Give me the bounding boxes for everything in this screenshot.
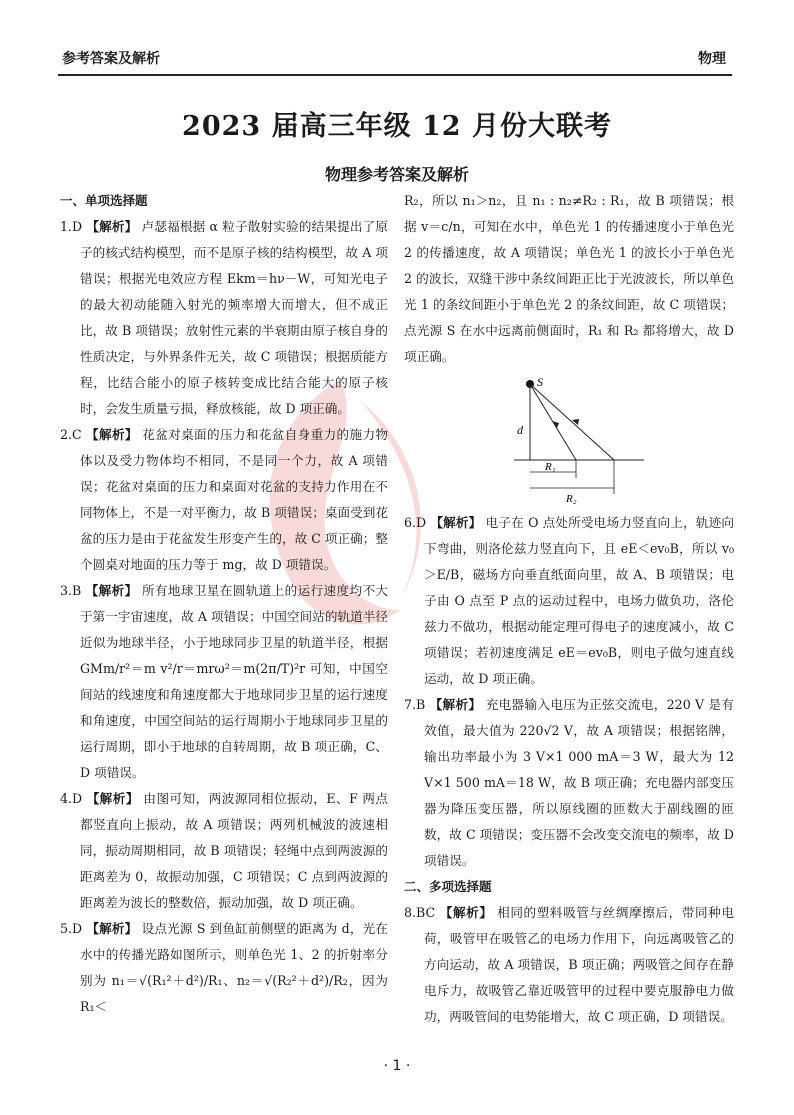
- page-subtitle: 物理参考答案及解析: [324, 165, 469, 184]
- answer-text: 充电器输入电压为正弦交流电，220 V 是有效值，最大值为 220√2 V，故 A 项错误；根据铭牌，输出功率最小为 3 V×1 000 mA＝3 W，最大为 12 V×1 500 mA＝18 W，故 B 项正确；充电器内部变压器为降压变压器，所以原线圈的匝数大于副线圈的匝数，故 C 项错误；变压器不会改变交流电的频率，故 D 项错误。: [424, 697, 734, 868]
- answer-item-2: [60, 422, 388, 578]
- answer-text: 设点光源 S 到鱼缸前侧壁的距离为 d，光在水中的传播光路如图所示，则单色光 1、2 的折射率分别为 n₁＝√(R₁²＋d²)/R₁、n₂＝√(R₂²＋d²)/R₂，因为 R₁＜: [80, 921, 388, 1014]
- section-heading-multiple-choice: 二、多项选择题: [404, 879, 492, 894]
- right-column: [404, 188, 734, 1030]
- left-column: [60, 188, 388, 1020]
- answer-text: 花盆对桌面的压力和花盆自身重力的施力物体以及受力物体均不相同，不是同一个力，故 A 项错误；花盆对桌面的压力和桌面对花盆的支持力作用在不同物体上，不是一对平衡力，故 B 项错误；桌面受到花盆的压力是由于花盆发生形变产生的，故 C 项正确；整个圆桌对地面的压力等于 mg，故 D 项错误。: [80, 427, 389, 572]
- analysis-tag: 【解析】: [86, 791, 139, 806]
- answer-number: 4.D: [60, 791, 83, 806]
- answer-item-5-continued: R₂，所以 n₁＞n₂，且 n₁ : n₂≠R₂ : R₁，故 B 项错误；根据 v＝c/n，可知在水中，单色光 1 的传播速度小于单色光 2 的传播速度，故 A 项错误；单色光 1 的波长小于单色光 2 的波长，双缝干涉中条纹间距正比于光波波长，所以单色光 1 的条纹间距小于单色光 2 的条纹间距，故 C 项错误；点光源 S 在水中远离前侧面时，R₁ 和 R₂ 都将增大，故 D 项正确。: [404, 193, 734, 364]
- header-left: 参考答案及解析: [62, 51, 160, 67]
- answer-text: 电子在 O 点处所受电场力竖直向上，轨迹向下弯曲，则洛伦兹力竖直向下，且 eE＜ev₀B，所以 v₀＞E/B，磁场方向垂直纸面向里，故 A、B 项错误；电子由 O 点至 P 点的运动过程中，电场力做负功，洛伦兹力不做功，根据动能定理可得电子的速度减小，故 C 项错误；若初速度满足 eE＝ev₀B，则电子做匀速直线运动，故 D 项正确。: [424, 515, 734, 686]
- refraction-figure: [514, 376, 644, 504]
- answer-number: 8.BC: [404, 905, 436, 920]
- answer-number: 5.D: [60, 921, 83, 936]
- analysis-tag: 【解析】: [429, 697, 482, 712]
- answer-text: 由图可知，两波源同相位振动，E、F 两点都竖直向上振动，故 A 项错误；两列机械波的波速相同，振动周期相同，故 B 项错误；轻绳中点到两波源的距离差为 0，故振动加强，C 项错误；C 点到两波源的距离差为波长的整数倍，振动加强，故 D 项正确。: [80, 791, 388, 910]
- answer-text: 所有地球卫星在圆轨道上的运行速度均不大于第一宇宙速度，故 A 项错误；中国空间站的轨道半径近似为地球半径，小于地球同步卫星的轨道半径，根据 GMm/r²＝m v²/r＝mrω²＝m(2π/T)²r 可知，中国空间站的线速度和角速度都大于地球同步卫星的运行速度和角速度，中国空间站的运行周期小于地球同步卫星的运行周期，即小于地球的自转周期，故 B 项正确，C、D 项错误。: [80, 583, 389, 780]
- answer-number: 1.D: [60, 219, 83, 234]
- answer-item-6: [404, 510, 734, 692]
- answer-text: 相同的塑料吸管与丝绸摩擦后，带同种电荷，吸管甲在吸管乙的电场力作用下，向远离吸管乙的方向运动，故 A 项错误，B 项正确；两吸管之间存在静电斥力，故吸管乙靠近吸管甲的过程中要克服静电力做功，两吸管间的电势能增大，故 C 项正确，D 项错误。: [424, 905, 735, 1024]
- answer-number: 2.C: [60, 427, 82, 442]
- header-divider: [58, 74, 732, 76]
- answer-item-1: [60, 214, 388, 422]
- answer-text: 卢瑟福根据 α 粒子散射实验的结果提出了原子的核式结构模型，而不是原子核的结构模型，故 A 项错误；根据光电效应方程 Ekm＝hν－W，可知光电子的最大初动能随入射光的频率增大而增大，但不成正比，故 B 项错误；放射性元素的半衰期由原子核自身的性质决定，与外界条件无关，故 C 项错误；根据质能方程，比结合能小的原子核转变成比结合能大的原子核时，会发生质量亏损，释放核能，故 D 项正确。: [80, 219, 389, 416]
- analysis-tag: 【解析】: [86, 219, 138, 234]
- analysis-tag: 【解析】: [439, 905, 493, 920]
- analysis-tag: 【解析】: [86, 921, 138, 936]
- answer-number: 7.B: [404, 697, 426, 712]
- analysis-tag: 【解析】: [85, 583, 138, 598]
- header-right: 物理: [698, 51, 726, 67]
- answer-number: 3.B: [60, 583, 82, 598]
- answer-number: 6.D: [404, 515, 427, 530]
- page-title: 2023 届高三年级 12 月份大联考: [182, 111, 612, 142]
- answer-item-3: [60, 578, 388, 786]
- label-r2: R₂: [566, 493, 577, 504]
- answer-item-7: [404, 692, 734, 874]
- section-heading-single-choice: 一、单项选择题: [60, 193, 148, 208]
- page-number: · 1 ·: [383, 1058, 411, 1074]
- answer-item-8: [404, 900, 734, 1030]
- label-r1: R₁: [545, 461, 556, 473]
- answer-item-5: [60, 916, 388, 1020]
- light-path-diagram: [404, 376, 734, 506]
- answer-item-4: [60, 786, 388, 916]
- label-d: d: [517, 423, 523, 437]
- analysis-tag: 【解析】: [430, 515, 482, 530]
- analysis-tag: 【解析】: [86, 427, 138, 442]
- label-s: S: [537, 376, 543, 389]
